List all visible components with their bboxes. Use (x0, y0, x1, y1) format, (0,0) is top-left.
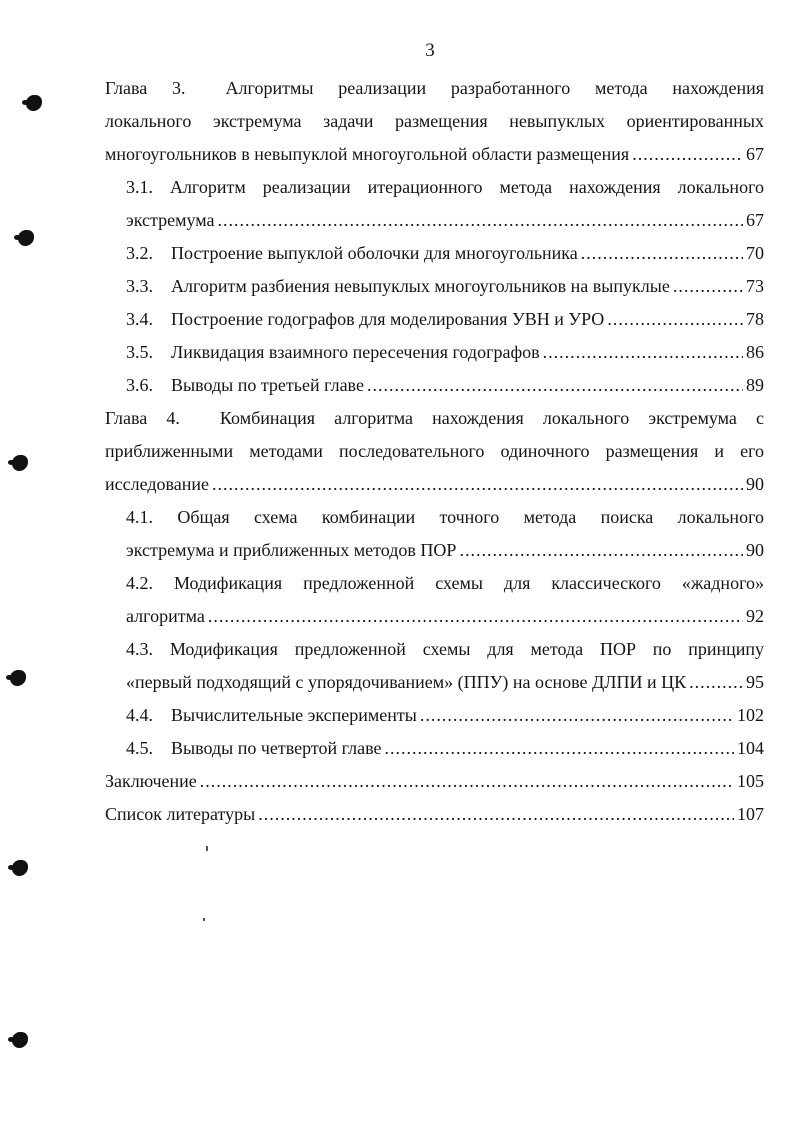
toc-chapter-4[interactable] (105, 402, 764, 501)
toc-entry-last-line (126, 534, 764, 567)
toc-page-number: 90 (746, 474, 764, 494)
toc-section-4-5[interactable] (126, 732, 764, 765)
toc-page-number: 73 (746, 276, 764, 296)
toc-section-title-line: Алгоритм реализации итерационного метода нахождения локального (169, 177, 765, 197)
toc-dot-leader (200, 765, 734, 798)
toc-entry-title: Вычислительные эксперименты (171, 705, 417, 725)
toc-page-number: 70 (746, 243, 764, 263)
toc-chapter-title-line: приближенными методами последовательного одиночного размещения и его (105, 441, 764, 461)
toc-dot-leader (543, 336, 743, 369)
binding-hole-mark (10, 670, 26, 686)
toc-chapter-line (105, 402, 764, 435)
toc-entry-last-line (105, 138, 764, 171)
toc-entry-title: экстремума и приближенных методов ПОР (126, 540, 457, 560)
toc-entry-title: Заключение (105, 771, 197, 791)
toc-section-4-1[interactable] (126, 501, 764, 567)
toc-entry-last-line (126, 369, 764, 402)
toc-dot-leader (384, 732, 734, 765)
toc-entry-title: Ликвидация взаимного пересечения годографов (171, 342, 540, 362)
binding-hole-mark (18, 230, 34, 246)
toc-section-line (126, 171, 764, 204)
toc-chapter-label: Глава 4. (105, 408, 180, 428)
toc-section-3-1[interactable] (126, 171, 764, 237)
toc-entry-last-line (126, 666, 764, 699)
scan-speck (203, 918, 205, 921)
toc-page-number: 102 (737, 705, 764, 725)
toc-page-number: 92 (746, 606, 764, 626)
toc-page-number: 78 (746, 309, 764, 329)
toc-section-number: 4.5. (126, 738, 153, 758)
toc-section-title-line: Общая схема комбинации точного метода поиска локального (177, 507, 765, 527)
toc-references[interactable] (105, 798, 764, 831)
toc-section-number: 4.2. (126, 573, 153, 593)
toc-entry-title: «первый подходящий с упорядочиванием» (ППУ) на основе ДЛПИ и ЦК (126, 672, 687, 692)
toc-section-3-6[interactable] (126, 369, 764, 402)
toc-section-number: 3.4. (126, 309, 153, 329)
toc-dot-leader (367, 369, 743, 402)
toc-section-number: 3.2. (126, 243, 153, 263)
toc-dot-leader (607, 303, 743, 336)
toc-entry-last-line (126, 204, 764, 237)
toc-entry-last-line (126, 237, 764, 270)
toc-section-number: 3.6. (126, 375, 153, 395)
toc-section-3-4[interactable] (126, 303, 764, 336)
toc-dot-leader (673, 270, 743, 303)
toc-entry-title: исследование (105, 474, 210, 494)
toc-entry-title: экстремума (126, 210, 215, 230)
toc-entry-last-line (126, 270, 764, 303)
toc-page-number: 89 (746, 375, 764, 395)
toc-entry-title: Алгоритм разбиения невыпуклых многоугольников на выпуклые (171, 276, 670, 296)
binding-hole-mark (12, 455, 28, 471)
toc-section-number: 4.3. (126, 639, 153, 659)
toc-entry-title: многоугольников в невыпуклой многоугольной области размещения (105, 144, 630, 164)
scan-speck (206, 846, 208, 851)
toc-entry-last-line (126, 699, 764, 732)
toc-entry-last-line (126, 732, 764, 765)
toc-chapter-title-line: Комбинация алгоритма нахождения локального экстремума с (219, 408, 764, 428)
toc-chapter-title-line: локального экстремума задачи размещения невыпуклых ориентированных (105, 111, 764, 131)
binding-hole-mark (12, 1032, 28, 1048)
toc-section-line (126, 567, 764, 600)
toc-entry-title: Выводы по третьей главе (171, 375, 364, 395)
toc-page-number: 86 (746, 342, 764, 362)
toc-section-3-5[interactable] (126, 336, 764, 369)
toc-page-number: 67 (746, 210, 764, 230)
toc-page-number: 90 (746, 540, 764, 560)
binding-hole-mark (12, 860, 28, 876)
toc-entry-last-line (105, 798, 764, 831)
binding-hole-mark (26, 95, 42, 111)
page-number: 3 (425, 40, 435, 61)
toc-section-number: 4.4. (126, 705, 153, 725)
toc-section-3-2[interactable] (126, 237, 764, 270)
toc-entry-title: Список литературы (105, 804, 256, 824)
toc-section-number: 3.1. (126, 177, 153, 197)
toc-page-number: 105 (737, 771, 764, 791)
toc-chapter-label: Глава 3. (105, 78, 186, 98)
toc-section-number: 3.3. (126, 276, 153, 296)
toc-section-line (126, 633, 764, 666)
toc-chapter-line (105, 72, 764, 105)
toc-section-3-3[interactable] (126, 270, 764, 303)
toc-dot-leader (689, 666, 743, 699)
toc-entry-title: Выводы по четвертой главе (171, 738, 382, 758)
toc-dot-leader (632, 138, 743, 171)
toc-conclusion[interactable] (105, 765, 764, 798)
toc-entry-title: алгоритма (126, 606, 205, 626)
toc-section-4-2[interactable] (126, 567, 764, 633)
toc-chapter-3[interactable] (105, 72, 764, 171)
toc-page-number: 107 (737, 804, 764, 824)
toc-section-line (126, 501, 764, 534)
toc-page-number: 104 (737, 738, 764, 758)
table-of-contents (105, 72, 764, 831)
toc-entry-last-line (126, 600, 764, 633)
toc-page-number: 95 (746, 672, 764, 692)
toc-section-number: 3.5. (126, 342, 153, 362)
toc-dot-leader (581, 237, 743, 270)
toc-entry-last-line (126, 303, 764, 336)
toc-dot-leader (459, 534, 743, 567)
toc-section-title-line: Модификация предложенной схемы для классического «жадного» (173, 573, 765, 593)
toc-entry-title: Построение годографов для моделирования УВН и УРО (171, 309, 605, 329)
toc-page-number: 67 (746, 144, 764, 164)
toc-dot-leader (212, 468, 743, 501)
toc-dot-leader (420, 699, 734, 732)
toc-entry-last-line (105, 468, 764, 501)
toc-section-4-3[interactable] (126, 633, 764, 699)
toc-dot-leader (258, 798, 734, 831)
toc-entry-title: Построение выпуклой оболочки для многоугольника (171, 243, 578, 263)
toc-entry-last-line (105, 765, 764, 798)
toc-chapter-title-line: Алгоритмы реализации разработанного метода нахождения (225, 78, 764, 98)
toc-section-title-line: Модификация предложенной схемы для метода ПОР по принципу (169, 639, 765, 659)
toc-entry-last-line (126, 336, 764, 369)
toc-dot-leader (218, 204, 744, 237)
toc-dot-leader (208, 600, 743, 633)
toc-section-number: 4.1. (126, 507, 153, 527)
toc-section-4-4[interactable] (126, 699, 764, 732)
